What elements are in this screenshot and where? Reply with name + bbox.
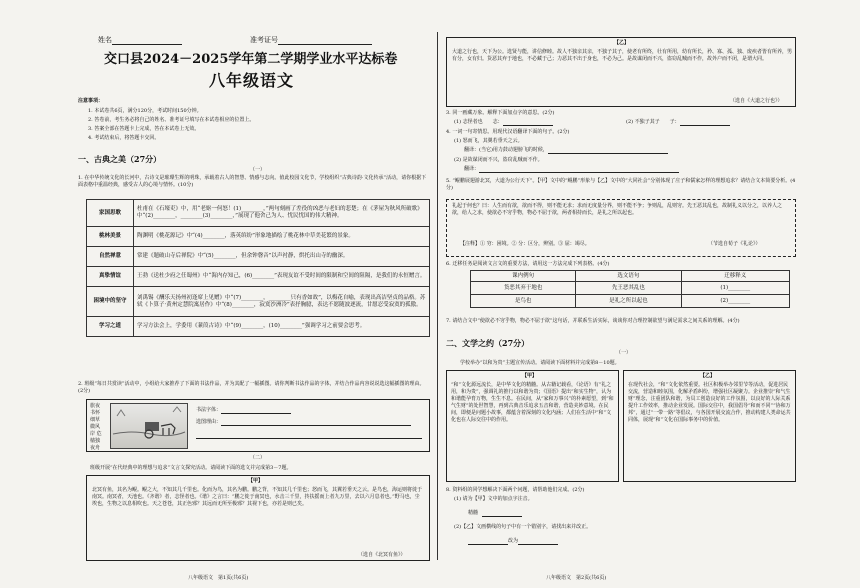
- q4-a-trans-label: 翻译：(当它)用力鼓动翅膀飞的时候，: [464, 147, 548, 153]
- section1-sub: （一）: [250, 167, 266, 173]
- table-row: [87, 200, 430, 227]
- left-column: [78, 0, 430, 588]
- note-item: 3. 答案全部在答题卡上完成，答在本试卷上无效。: [88, 126, 200, 132]
- header-cell: 迁移释义: [681, 271, 789, 282]
- q6-text: 6. 迁移任务是阅读文言文的重要方法，请用这一方法完成下列表格。(4分): [446, 261, 610, 267]
- row-content: 学习方法会上，学委用《蒹葭古诗》中“(9)________，(10)________”强调学习之前要会思考。: [134, 317, 430, 337]
- name-blank: [112, 38, 182, 45]
- row-label: 桃林美景: [87, 227, 134, 247]
- jia-body: 北冥有鱼，其名为鲲。鲲之大，不知其几千里也。化而为鸟，其名为鹏。鹏之背，不知其几千里也；怒而飞，其翼若垂天之云。是鸟也，海运则将徙于南冥。南冥者，天池也。《齐谐》者，志怪者也。《谐》之言曰：“鹏之徙于南冥也，水击三千里，抟扶摇而上者九万里，去以六月息者也。”野马也，尘埃也，生物之以息相吹也。天之苍苍，其正色邪？其远而无所至极邪？其视下也，亦若是则已矣。: [92, 487, 423, 507]
- activity-text: 班级开展“在代经典中的理想与追求”文言文探究活动。请阅读下面的选文并完成第3－7题。: [90, 465, 292, 471]
- jia-source: （选自《北冥有鱼》）: [358, 552, 406, 558]
- name-field: [98, 36, 182, 45]
- table-row: [471, 295, 790, 308]
- font-answer: [196, 407, 291, 414]
- essay-yi-tag: 【乙】: [700, 373, 716, 379]
- reason-answer: [196, 419, 411, 426]
- font-blank: [221, 407, 291, 414]
- exam-no-blank: [278, 38, 372, 45]
- q4-text: 4. 一词一句寄情思。用现代汉语翻译下面的句子。(2分): [446, 129, 570, 135]
- horse-cart-icon: [111, 404, 187, 448]
- column-divider: [437, 32, 438, 560]
- q8-a-answer: [468, 510, 522, 517]
- q8-b-blank2: [518, 538, 558, 545]
- q7-text: 7. 请结合文中“使欲必不穷乎物，物必不屈于欲”这句话，并联系生活实际，谈谈你对合理控制欲望与满足需求之间关系的理解。(4分): [446, 318, 740, 324]
- q3-b-label: (2) 不独子其子 子：: [626, 119, 680, 125]
- table-cell: 先王恶其乱也: [576, 282, 681, 295]
- q1-table: [86, 199, 430, 337]
- table-row: [87, 227, 430, 247]
- cart-illustration: [110, 403, 188, 449]
- note-item: 2. 答卷前，考生务必将自己的姓名、准考证号填写在本试卷相应的位置上。: [88, 117, 255, 123]
- table-cell: 货恶其弃于地也: [471, 282, 576, 295]
- table-cell: (1)________: [681, 282, 789, 295]
- header-cell: 选文语句: [576, 271, 681, 282]
- row-content: 杜甫在《石壕吏》中，用“老妪一何怒！(1)________，”两句刻画了差役的凶恶与老妇的悲楚；在《茅屋为秋风所破歌》中“(2)________，________(3)________，”展现了他舍己为人、忧民忧国的伟大精神。: [134, 200, 430, 227]
- note-item: 1. 本试卷共6页，满分120分，考试时间150分钟。: [88, 108, 202, 114]
- row-label: 家国思歌: [87, 200, 134, 227]
- exam-title: 交口县2024－2025学年第二学期学业水平达标卷: [104, 52, 398, 67]
- footer-left: 八年级语文 第1页(共6页): [188, 575, 249, 581]
- right-column: [446, 0, 798, 588]
- subject-title: 八年级语文: [209, 71, 295, 90]
- reason-line: [196, 432, 422, 439]
- essay-intro: 学校举办“以和为贵”主题宣传活动。请阅读下面材料并完成第8－10题。: [460, 360, 620, 366]
- q8-b-answer: [468, 538, 558, 545]
- jia-tag: 【甲】: [248, 478, 264, 484]
- q8-text: 8. 资料组的同学想解决下面两个问题，请帮助他们完成。(2分): [446, 487, 585, 493]
- yi-body: 大道之行也，天下为公。选贤与能，讲信修睦。故人不独亲其亲，不独子其子，使老有所终，壮有所用，幼有所长，矜、寡、孤、独、废疾者皆有所养，男有分，女有归。货恶其弃于地也，不必藏于己；力恶其不出于身也，不必为己。是故谋闭而不兴，盗窃乱贼而不作，故外户而不闭，是谓大同。: [452, 49, 793, 62]
- q4-b-trans: [464, 166, 679, 173]
- q3-a-blank: [503, 119, 553, 126]
- table-row: [87, 317, 430, 337]
- q4-b-trans-label: 翻译：: [464, 166, 480, 172]
- q3-b-blank: [680, 119, 730, 126]
- essay-jia-body: “和”文化源远流长，是中华文化的精髓。从古籍记载看，《论语》有“礼之用，和为贵”，强调礼的推行以和谐为贵；《国语》提出“和实生物”，认为和谐能孕育万物，生生不息。在民间，从“家和万事兴”的朴素愿望，到“和气生财”的处世智慧，再到古典音乐追求五音和谐，营造美妙意境。在民间，即便是问题小故事，都蕴含着深刻的文化内涵；人们在生活中“和”文化也在人际交往中的作用。: [451, 382, 614, 423]
- table-cell: (2)________: [681, 295, 789, 308]
- row-content: 刘禹锡《酬乐天扬州初逢席上见赠》中“(7)________，________只有香如故”，以梅花自喻，表现出高洁坚贞的品格。苏轼《卜算子·黄州定慧院寓居作》中“(8)________，寂寞沙洲冷”表抒胸臆，表达不愿随波逐流，甘愿忍受寂寞的孤傲。: [134, 287, 430, 317]
- liyun-source: （节选自荀子《礼论》）: [708, 241, 761, 247]
- table-row: [471, 271, 790, 282]
- liyun-body: 礼起于何也？曰：人生而有欲，欲而不得，则不能无求；求而无度量分界，则不能不争；争则乱，乱则穷。先王恶其乱也，故制礼义以分之，以养人之欲，给人之求，使欲必不穷乎物，物必不屈于欲，两者相持而长，是礼之所以起也。: [452, 203, 783, 216]
- section2-heading: 二、文学之约（27分）: [446, 338, 530, 348]
- name-label: 姓名: [98, 36, 112, 44]
- calligraphy-work: 旅夜书怀 细草微风岸 危樯独夜舟: [90, 403, 102, 451]
- q4-a: (1) 怒而飞，其翼若垂天之云。: [454, 138, 523, 144]
- q8-change-label: 改为: [508, 538, 519, 544]
- notes-label: 注意事项：: [78, 98, 104, 104]
- q4-b: (2) 是故谋闭而不兴，盗窃乱贼而不作。: [454, 157, 543, 163]
- yi-source: （选自《大道之行也》）: [730, 98, 783, 104]
- yi-box: [446, 37, 796, 107]
- q3-text: 3. 同一画藏万象。解释下面加点字的意思。(2分): [446, 110, 555, 116]
- q2-text: 2. 班级“每日共赏读”活动中，小组给大家推荐了下面的书法作品，并为其配了一幅插图。请你判断书法作品的字体，并结合作品内容说说选这幅插图的理由。(2分): [78, 381, 425, 394]
- row-label: 困境中的坚守: [87, 287, 134, 317]
- q4-a-trans: [464, 147, 668, 154]
- q8-b: (2)【乙】文画横线的句子中有一个错别字，请找出来并改正。: [454, 524, 592, 530]
- table-row: [87, 267, 430, 287]
- row-label: 真挚情谊: [87, 267, 134, 287]
- q1-text: 1. 在中华传统文化的长河中，古诗文是璀璨生辉的明珠，承载着古人的智慧、情感与志向。值此校园文化节，学校组织“古典诗韵·文化传承”活动，请你根据下面表格中重温经典，感受古人的心境与情怀。(10分): [78, 175, 427, 188]
- row-label: 学习之道: [87, 317, 134, 337]
- q6-table: [470, 270, 790, 308]
- header-cell: 课内例句: [471, 271, 576, 282]
- row-content: 王勃《送杜少府之任蜀州》中“海内存知己，(6)________”表现友谊不受时间的限制和空间的阻隔，是我们的永恒赠言。: [134, 267, 430, 287]
- q8-word: 精髓: [468, 510, 479, 516]
- q5-text: 5. “鲲鹏展翅游北冥，大道为公行天下”。【甲】文中的“鲲鹏”形象与【乙】文中的“大同社会”分别体现了庄子和儒家怎样的理想追求？请结合文本简要分析。(4分): [446, 178, 796, 191]
- q3-b: [626, 119, 730, 126]
- q4-a-blank: [548, 147, 668, 154]
- row-content: 陶渊明《桃花源记》中“(4)________，落英缤纷”形象地描绘了桃花林中草美花繁的景象。: [134, 227, 430, 247]
- exam-no-field: [250, 36, 372, 45]
- table-row: [87, 287, 430, 317]
- row-content: 常建《题破山寺后禅院》中“(5)________，但余钟磬音”以声衬静，烘托出山寺的幽深。: [134, 247, 430, 267]
- reason-blank: [196, 432, 422, 439]
- q8-b-blank: [468, 538, 508, 545]
- table-cell: 是礼之所以起也: [576, 295, 681, 308]
- reason-label: 选图理由：: [196, 419, 222, 425]
- q8-a-blank: [482, 510, 522, 517]
- table-row: [87, 247, 430, 267]
- q3-a: [454, 119, 553, 126]
- yi-tag: 【乙】: [614, 40, 630, 46]
- q4-b-blank: [479, 166, 679, 173]
- q8-a: (1) 请为【甲】文中的加点字注音。: [454, 496, 533, 502]
- font-label: 书法字体：: [196, 407, 222, 413]
- section1-heading: 一、古典之美（27分）: [78, 154, 162, 164]
- essay-yi-body: 在现代社会，“和”文化依然重要。社区积极举办邻里节等活动，促进居民交流，营造和睦氛围，化解矛盾纠纷，增强社区凝聚力。企业推崇“和气生财”理念，注重团队和谐，为员工创造良好的工作氛围，以良好的人际关系提升工作效率，推动企业发展。国际交往中，我国倡导“和而不同”“协和万邦”，通过“一带一路”等倡议，与各国开展交流合作，推动构建人类命运共同体，展现“和”文化在国际事务中的价值。: [628, 382, 791, 423]
- table-row: [471, 282, 790, 295]
- q3-a-label: (1) 志怪者也 志：: [454, 119, 503, 125]
- section2-sub: （一）: [616, 350, 632, 356]
- liyun-note: 【注释】① 穷：困境。② 分：区分，辨别。③ 屈：竭尽。: [460, 241, 590, 247]
- footer-right: 八年级语文 第2页(共6页): [546, 575, 607, 581]
- row-label: 自然禅意: [87, 247, 134, 267]
- note-item: 4. 考试结束后，将答题卡交回。: [88, 135, 160, 141]
- sub2-label: （二）: [250, 455, 266, 461]
- exam-no-label: 准考证号: [250, 36, 278, 44]
- essay-jia-tag: 【甲】: [522, 373, 538, 379]
- reason-blank: [221, 419, 411, 426]
- table-cell: 是鸟也: [471, 295, 576, 308]
